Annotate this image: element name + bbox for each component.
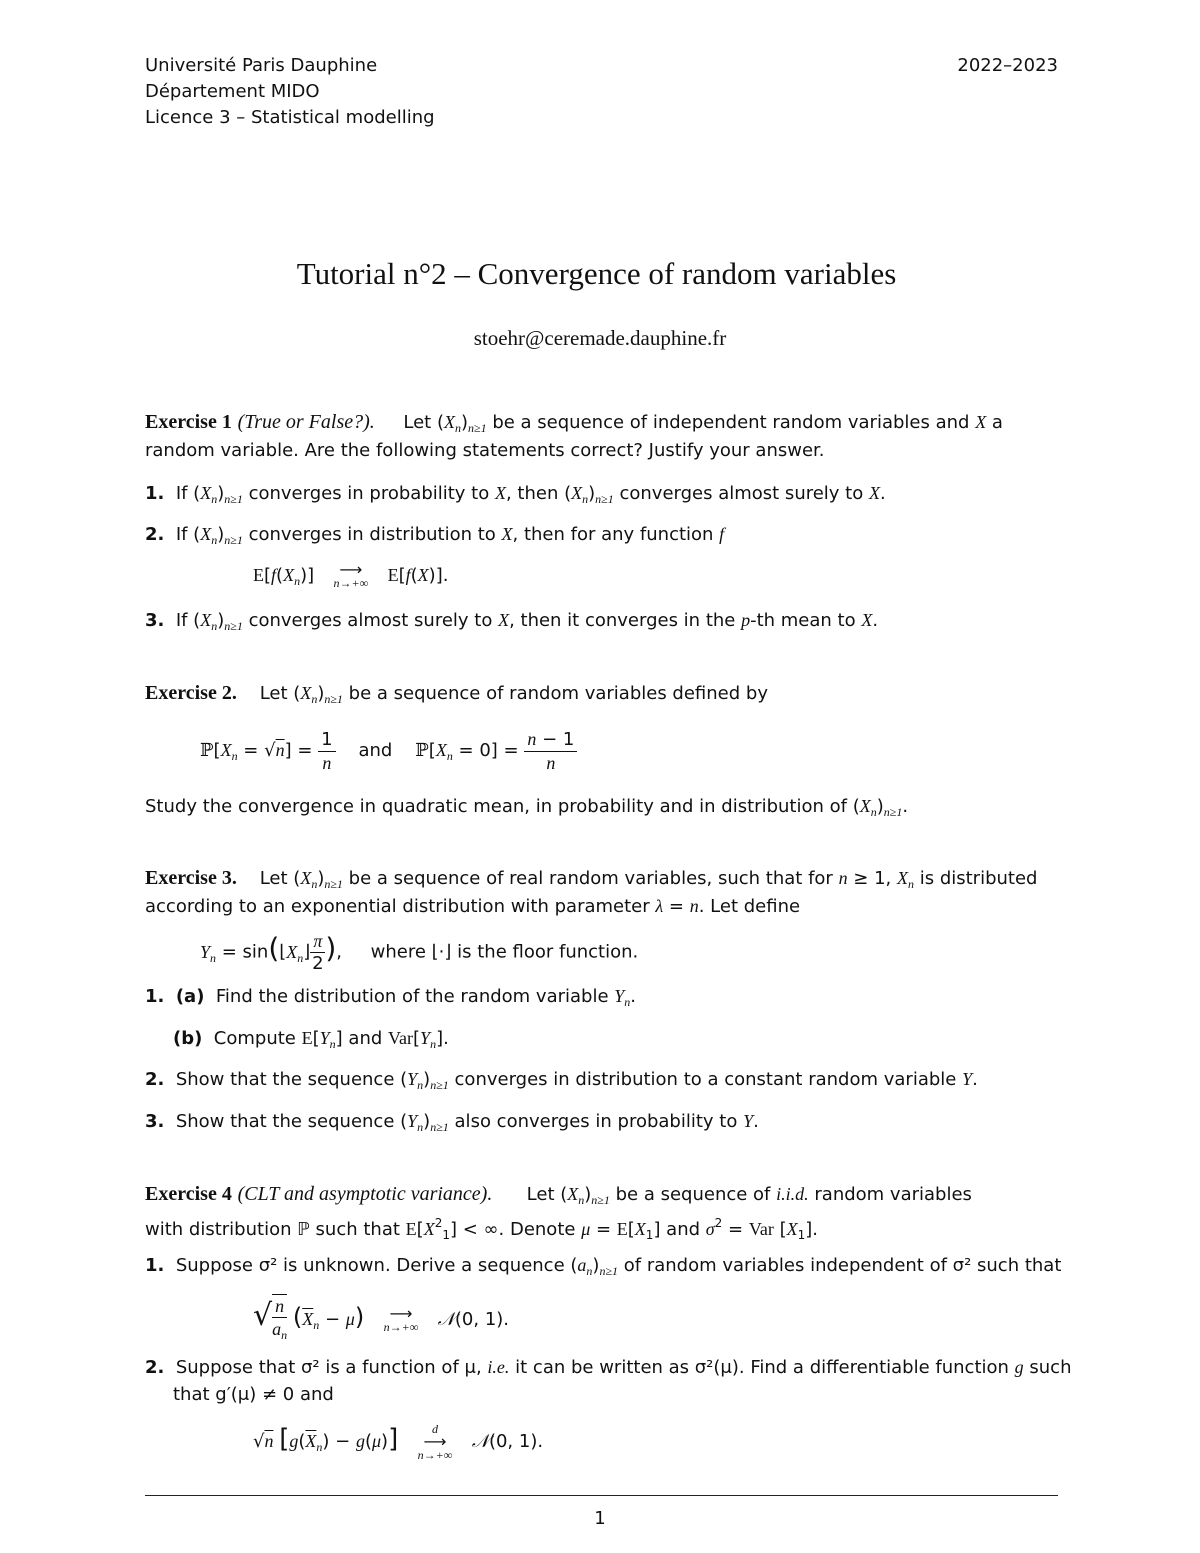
page-title: Tutorial n°2 – Convergence of random variables [296, 256, 897, 291]
exercise-4-intro-line2: with distribution ℙ such that $E[X^2_1]$ < ∞. Denote $\mu = E[X_1]$ and $\sigma^2$ = Var $[X_1]$. [145, 1216, 818, 1242]
exercise-4-heading: Exercise 4 [145, 1183, 232, 1205]
course-name: Licence 3 – Statistical modelling [145, 107, 435, 128]
exercise-4-subtitle: (CLT and asymptotic variance). [237, 1183, 493, 1205]
exercise-2-heading: Exercise 2. [145, 682, 237, 704]
exercise-2-intro: Exercise 2. Let $(X_n)_{n\ge 1}$ be a sequence of random variables defined by [145, 682, 768, 706]
exercise-1-heading: Exercise 1 [145, 411, 232, 433]
exercise-3-item-1a: 1. (a) Find the distribution of the random variable $Y_n$. [145, 986, 637, 1009]
exercise-1-intro: Exercise 1 (True or False?). Let $(X_n)_{n\ge 1}$ be a sequence of independent random variables and X a [145, 411, 1003, 435]
exercise-4-formula-1: √ $\frac{n}{a_n}$ $(\overline{X}_n - \mu)$ ⟶ n→+∞ 𝒩(0, 1). [253, 1294, 509, 1346]
exercise-4-formula-2: √n $[g(\overline{X}_n) - g(\mu)]$ d ⟶ n→+∞ 𝒩(0, 1). [253, 1422, 544, 1462]
page-number: 1 [594, 1508, 606, 1529]
footer-rule [145, 1495, 1058, 1496]
exercise-1-item-1: 1. If $(X_n)_{n\ge 1}$ converges in probability to X, then $(X_n)_{n\ge 1}$ converges almost surely to X. [145, 483, 886, 506]
exercise-3-intro: Exercise 3. Let $(X_n)_{n\ge 1}$ be a sequence of real random variables, such that for n ≥ 1, $X_n$ is distributed [145, 867, 1038, 891]
exercise-3-item-1b: (b) Compute $E[Y_n]$ and $Var[Y_n]$. [173, 1028, 449, 1051]
exercise-3-item-2: 2. Show that the sequence $(Y_n)_{n\ge 1}$ converges in distribution to a constant random variable Y. [145, 1069, 978, 1092]
academic-year: 2022–2023 [957, 55, 1058, 76]
exercise-2-question: Study the convergence in quadratic mean, in probability and in distribution of $(X_n)_{n\ge 1}$. [145, 796, 909, 819]
author-email: stoehr@ceremade.dauphine.fr [473, 326, 727, 350]
exercise-4-item-2: 2. Suppose that σ² is a function of μ, i.e. it can be written as σ²(μ). Find a differentiable function g such [145, 1357, 1072, 1378]
department-name: Département MIDO [145, 81, 320, 102]
university-name: Université Paris Dauphine [145, 55, 378, 76]
exercise-4-item-2-line2: that g′(μ) ≠ 0 and [173, 1384, 334, 1405]
exercise-1-formula: $E[f(X_n)]$ ⟶ n→+∞ E[f(X)]. [253, 560, 449, 590]
exercise-4-item-1: 1. Suppose σ² is unknown. Derive a sequence $(a_n)_{n\ge 1}$ of random variables independent of σ² such that [145, 1255, 1062, 1278]
exercise-1-intro-line2: random variable. Are the following statements correct? Justify your answer. [145, 440, 825, 461]
exercise-3-heading: Exercise 3. [145, 867, 237, 889]
exercise-3-item-3: 3. Show that the sequence $(Y_n)_{n\ge 1}$ also converges in probability to Y. [145, 1111, 759, 1134]
exercise-2-formula: $ℙ[X_n = √n]$ = $\frac{1}{n}$ and $ℙ[X_n = 0]$ = $\frac{n - 1}{n}$ [200, 728, 577, 774]
exercise-3-formula: $Y_n$ = $\sin(⌊X_n⌋$ $\frac{\pi}{2}$ ), where ⌊·⌋ is the floor function. [200, 931, 639, 974]
exercise-4-intro: Exercise 4 (CLT and asymptotic variance). Let $(X_n)_{n\ge 1}$ be a sequence of i.i.d. random variables [145, 1183, 972, 1207]
exercise-3-intro-line2: according to an exponential distribution with parameter λ = n. Let define [145, 896, 801, 917]
exercise-1-subtitle: (True or False?). [237, 411, 375, 433]
exercise-1-item-2: 2. If $(X_n)_{n\ge 1}$ converges in distribution to X, then for any function f [145, 524, 725, 547]
exercise-1-item-3: 3. If $(X_n)_{n\ge 1}$ converges almost surely to X, then it converges in the p-th mean to X. [145, 610, 879, 633]
